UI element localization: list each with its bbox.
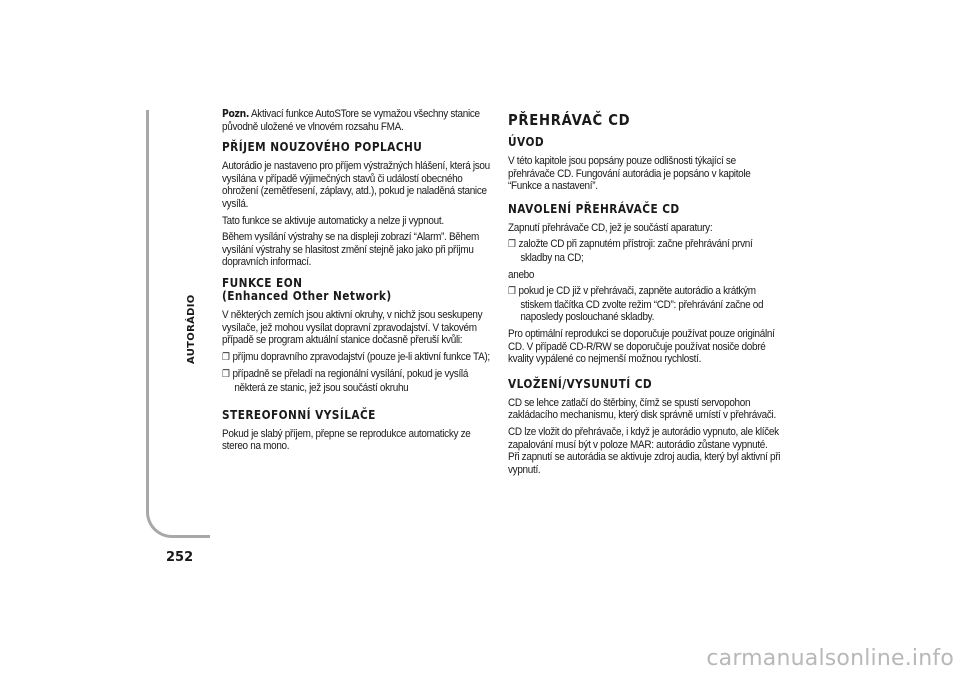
paragraph: anebo bbox=[508, 268, 535, 281]
checkbox-bullet-icon: ❐ bbox=[222, 369, 230, 381]
paragraph: CD lze vložit do přehrávače, i když je autorádio vypnuto, ale klíček zapalování musí být v poloze MAR: autorádio zůstane vypnuté. Při zapnutí se autorádia se aktivuje zdroj audia, který byl aktivní při vypnutí. bbox=[508, 425, 781, 476]
page-frame bbox=[146, 110, 210, 538]
paragraph: V této kapitole jsou popsány pouze odlišnosti týkající se přehrávače CD. Fungování autorádia je popsáno v kapitole “Funkce a nastavení”. bbox=[508, 155, 751, 193]
note-paragraph bbox=[222, 108, 495, 133]
paragraph: CD se lehce zatlačí do štěrbiny, čímž se spustí servopohon zakládacího mechanismu, který disk správně umístí v přehrávači. bbox=[508, 396, 776, 422]
paragraph: Pokud je slabý příjem, přepne se reprodukce automaticky ze stereo na mono. bbox=[222, 427, 471, 453]
heading-intro: ÚVOD bbox=[508, 135, 545, 149]
heading-select-cd: NAVOLENÍ PŘEHRÁVAČE CD bbox=[508, 201, 680, 216]
list-item bbox=[222, 368, 495, 394]
list-item bbox=[508, 238, 781, 264]
heading-cd-player: PŘEHRÁVAČ CD bbox=[508, 111, 631, 129]
paragraph: V některých zemích jsou aktivní okruhy, v nichž jsou seskupeny vysílače, jež mohou vysílat dopravní zpravodajství. V takovém případě se program aktuální stanice dočasně přeruší kvůli: bbox=[222, 308, 483, 347]
heading-eon-subtitle: (Enhanced Other Network) bbox=[222, 288, 392, 303]
page-number: 252 bbox=[166, 550, 194, 565]
heading-eon-title: FUNKCE EON bbox=[222, 275, 303, 290]
section-tab: AUTORÁDIO bbox=[186, 294, 197, 364]
watermark: carmanualsonline.info bbox=[706, 646, 954, 671]
heading-eon bbox=[222, 277, 495, 303]
paragraph: Zapnutí přehrávače CD, jež je součástí aparatury: bbox=[508, 221, 713, 234]
list-item bbox=[222, 351, 495, 365]
paragraph: Během vysílání výstrahy se na displeji zobrazí “Alarm”. Během vysílání výstrahy se hlasitost změní stejně jako jako při příjmu dopravních informací. bbox=[222, 231, 479, 269]
list-item-text: příjmu dopravního zpravodajství (pouze je-li aktivní funkce TA); bbox=[232, 350, 490, 363]
paragraph: Tato funkce se aktivuje automaticky a nelze ji vypnout. bbox=[222, 214, 444, 227]
heading-emergency: PŘÍJEM NOUZOVÉHO POPLACHU bbox=[222, 140, 423, 155]
right-column bbox=[508, 112, 781, 480]
note-text: Aktivací funkce AutoSTore se vymažou všechny stanice původně uložené ve vlnovém rozsahu FMA. bbox=[222, 108, 480, 133]
list-item-text: pokud je CD již v přehrávači, zapněte autorádio a krátkým stiskem tlačítka CD zvolte režim “CD”: přehrávání začne od naposledy poslouchané skladby. bbox=[518, 285, 764, 324]
list-item-text: případně se přeladí na regionální vysílání, pokud je vysílá některá ze stanic, jež jsou součástí okruhu bbox=[232, 368, 469, 394]
checkbox-bullet-icon: ❐ bbox=[508, 286, 516, 298]
heading-stereo: STEREOFONNÍ VYSÍLAČE bbox=[222, 407, 376, 422]
paragraph: Autorádio je nastaveno pro příjem výstražných hlášení, která jsou vysílána v případě výjimečných stavů či událostí obecného ohrožení (zemětřesení, záplavy, atd.), pokud je naladěná stanice vysílá. bbox=[222, 160, 490, 210]
checkbox-bullet-icon: ❐ bbox=[508, 239, 516, 251]
list-item-text: založte CD při zapnutém přístroji: začne přehrávání první skladby na CD; bbox=[518, 238, 753, 264]
left-column bbox=[222, 108, 495, 457]
note-label: Pozn. bbox=[222, 108, 250, 120]
heading-insert-eject: VLOŽENÍ/VYSUNUTÍ CD bbox=[508, 376, 653, 391]
checkbox-bullet-icon: ❐ bbox=[222, 351, 230, 363]
list-item bbox=[508, 285, 781, 324]
paragraph: Pro optimální reprodukci se doporučuje používat pouze originální CD. V případě CD-R/RW se doporučuje používat nosiče dobré kvality vypálené co nejmenší možnou rychlostí. bbox=[508, 327, 775, 366]
